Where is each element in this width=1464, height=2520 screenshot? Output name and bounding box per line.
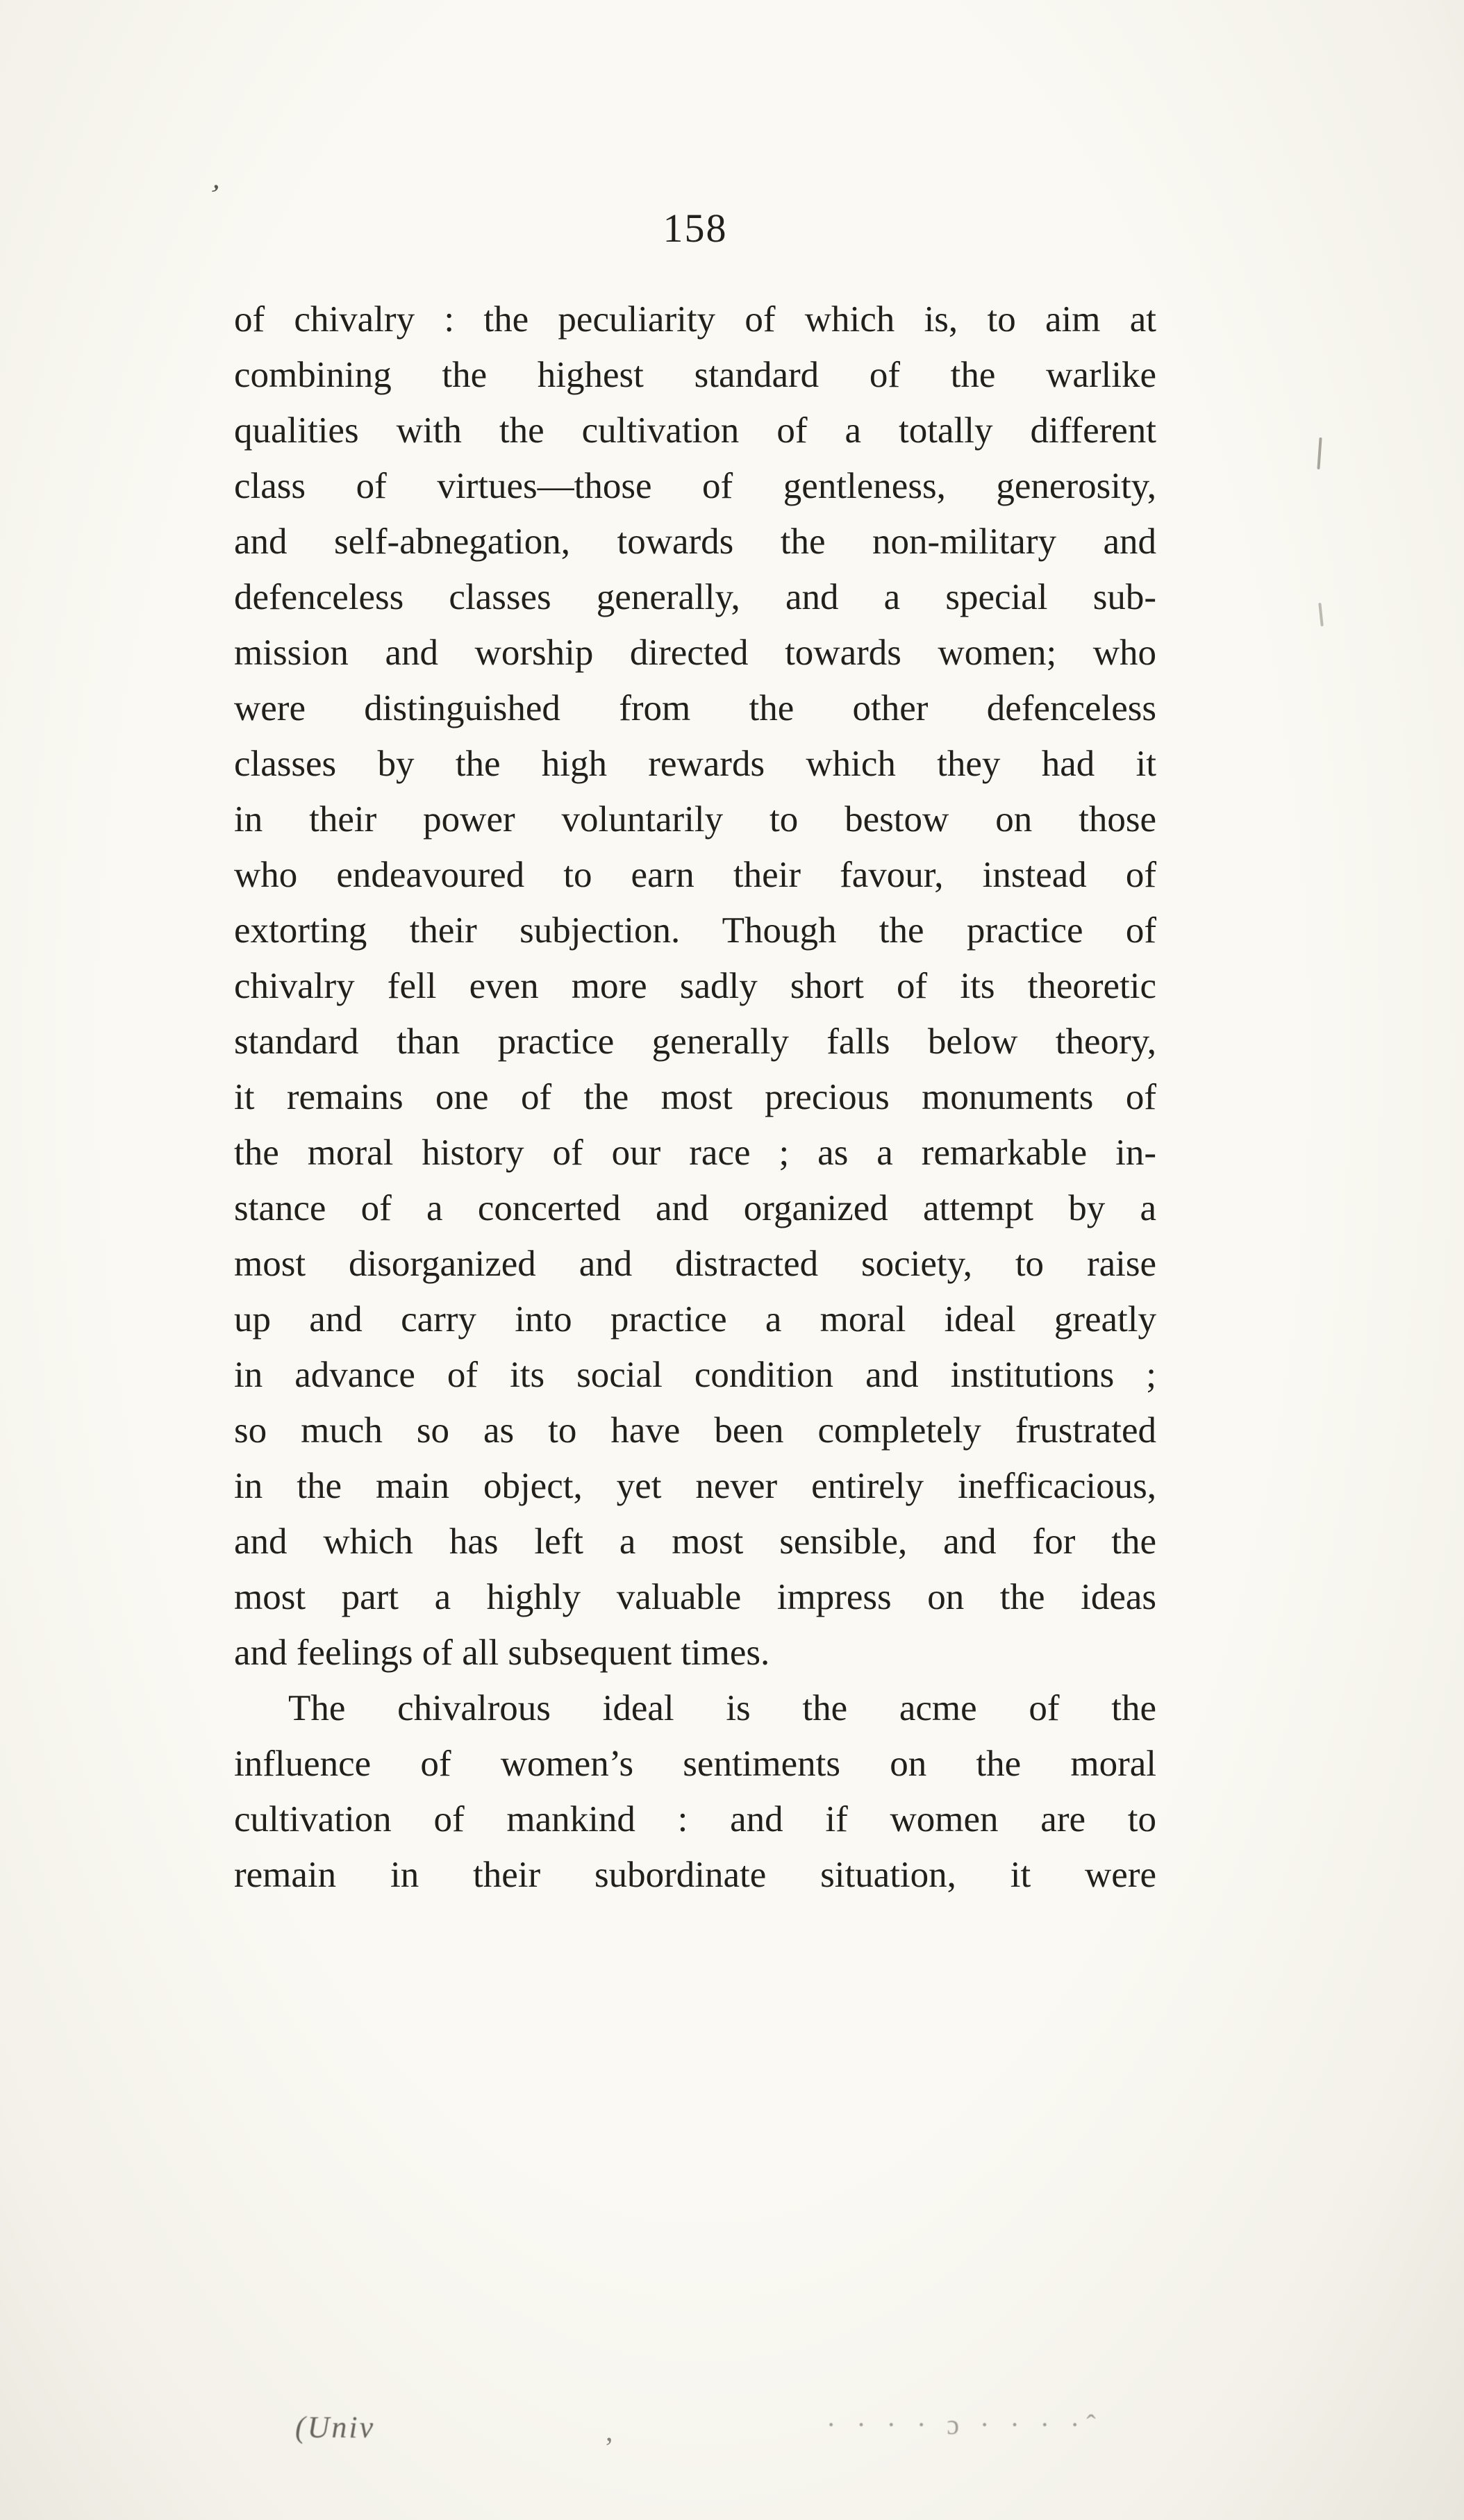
text-line: The chivalrous ideal is the acme of the xyxy=(288,1688,1156,1728)
text-line: influence of women’s sentiments on the moral xyxy=(234,1744,1156,1784)
text-block xyxy=(234,292,1156,1903)
text-line: and feelings of all subsequent times. xyxy=(234,1633,770,1673)
text-line: mission and worship directed towards women; who xyxy=(234,633,1156,673)
scan-artifact-edge-mark xyxy=(1318,603,1324,626)
text-line: in advance of its social condition and institutions ; xyxy=(234,1355,1156,1395)
text-line: in the main object, yet never entirely inefficacious, xyxy=(234,1466,1156,1506)
page-footer xyxy=(0,2403,1464,2465)
text-line: combining the highest standard of the warlike xyxy=(234,355,1156,395)
text-line: chivalry fell even more sadly short of its theoretic xyxy=(234,966,1156,1006)
scan-artifact-tick: ’ xyxy=(203,176,224,213)
text-line: so much so as to have been completely frustrated xyxy=(234,1410,1156,1451)
scan-artifact-comma: , xyxy=(606,2416,613,2448)
text-line: classes by the high rewards which they had it xyxy=(234,744,1156,784)
text-line: standard than practice generally falls below theory, xyxy=(234,1021,1156,1062)
text-line: most disorganized and distracted society, to raise xyxy=(234,1244,1156,1284)
text-line: the moral history of our race ; as a remarkable in- xyxy=(234,1133,1156,1173)
text-line: defenceless classes generally, and a special sub- xyxy=(234,577,1156,617)
text-line: qualities with the cultivation of a totally different xyxy=(234,410,1156,451)
text-line: were distinguished from the other defenceless xyxy=(234,688,1156,728)
text-line: stance of a concerted and organized attempt by a xyxy=(234,1188,1156,1228)
text-line: in their power voluntarily to bestow on those xyxy=(234,799,1156,840)
page-number: 158 xyxy=(663,206,728,251)
text-line: class of virtues—those of gentleness, generosity, xyxy=(234,466,1156,506)
text-line: and which has left a most sensible, and for the xyxy=(234,1521,1156,1562)
text-line: up and carry into practice a moral ideal greatly xyxy=(234,1299,1156,1340)
library-stamp-text: (Univ xyxy=(295,2410,376,2444)
text-line: of chivalry : the peculiarity of which is, to aim at xyxy=(234,299,1156,340)
text-line: who endeavoured to earn their favour, instead of xyxy=(234,855,1156,895)
scan-artifact-faint-marks: · · · · ɔ · · · ·ˆ xyxy=(826,2409,1103,2440)
text-line: remain in their subordinate situation, it were xyxy=(234,1855,1156,1895)
text-line: most part a highly valuable impress on the ideas xyxy=(234,1577,1156,1617)
text-line: it remains one of the most precious monuments of xyxy=(234,1077,1156,1117)
text-line: extorting their subjection. Though the practice of xyxy=(234,910,1156,951)
text-line: and self-abnegation, towards the non-military and xyxy=(234,521,1156,562)
text-line: cultivation of mankind : and if women are to xyxy=(234,1799,1156,1839)
scan-artifact-edge-mark xyxy=(1317,437,1322,469)
